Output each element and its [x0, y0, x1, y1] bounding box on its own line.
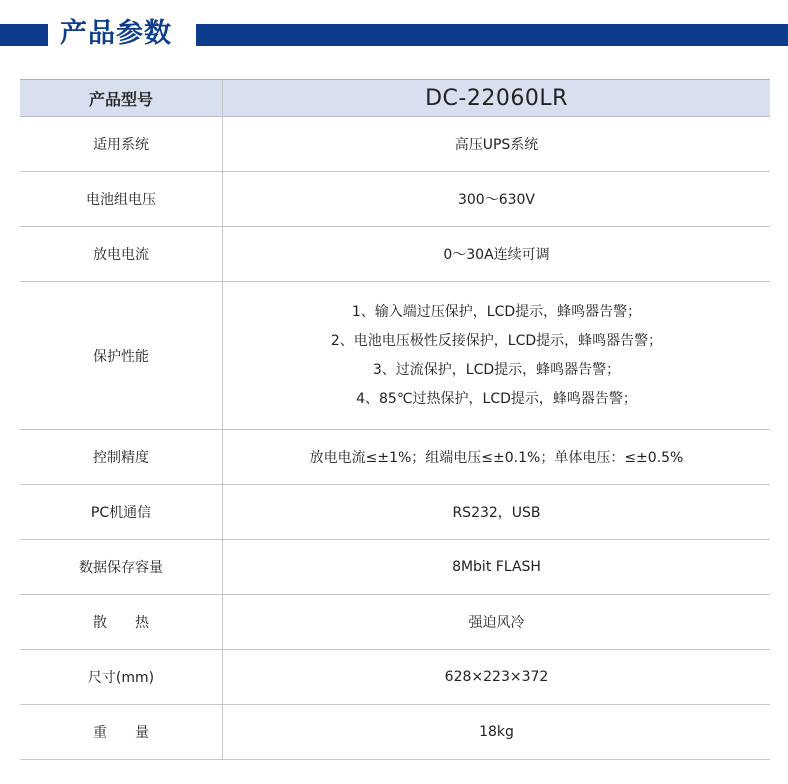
table-row — [20, 227, 770, 282]
table-row — [20, 540, 770, 595]
row-value: 强迫风冷 — [223, 595, 771, 650]
table-header-row — [20, 80, 770, 117]
section-header — [0, 0, 788, 60]
row-label: 适用系统 — [20, 117, 223, 172]
table-row — [20, 485, 770, 540]
row-value: 高压UPS系统 — [223, 117, 771, 172]
row-value: 300～630V — [223, 172, 771, 227]
protection-item: 2、电池电压极性反接保护，LCD提示，蜂鸣器告警； — [330, 332, 663, 349]
row-label: 电池组电压 — [20, 172, 223, 227]
table-row — [20, 117, 770, 172]
table-row — [20, 595, 770, 650]
row-label: 保护性能 — [20, 282, 223, 430]
protection-item: 1、输入端过压保护，LCD提示，蜂鸣器告警； — [351, 303, 642, 320]
protection-item: 3、过流保护，LCD提示，蜂鸣器告警； — [372, 361, 621, 378]
row-label: PC机通信 — [20, 485, 223, 540]
table-row — [20, 650, 770, 705]
row-value: RS232，USB — [223, 485, 771, 540]
table-row — [20, 282, 770, 430]
protection-list — [223, 282, 771, 430]
table-row — [20, 705, 770, 760]
row-label: 放电电流 — [20, 227, 223, 282]
model-label: 产品型号 — [20, 80, 223, 117]
header-bar-left — [0, 24, 48, 46]
protection-item: 4、85℃过热保护，LCD提示，蜂鸣器告警； — [356, 390, 637, 407]
model-value: DC-22060LR — [223, 80, 771, 117]
table-row — [20, 172, 770, 227]
row-value: 放电电流≤±1%；组端电压≤±0.1%；单体电压：≤±0.5% — [223, 430, 771, 485]
header-bar-right — [196, 24, 788, 46]
row-label: 散 热 — [20, 595, 223, 650]
spec-table — [20, 80, 770, 760]
section-title: 产品参数 — [60, 18, 172, 49]
row-value: 18kg — [223, 705, 771, 760]
row-label: 数据保存容量 — [20, 540, 223, 595]
row-label: 控制精度 — [20, 430, 223, 485]
table-row — [20, 430, 770, 485]
row-value: 8Mbit FLASH — [223, 540, 771, 595]
row-label: 尺寸(mm) — [20, 650, 223, 705]
row-value: 628×223×372 — [223, 650, 771, 705]
row-label: 重 量 — [20, 705, 223, 760]
row-value: 0～30A连续可调 — [223, 227, 771, 282]
